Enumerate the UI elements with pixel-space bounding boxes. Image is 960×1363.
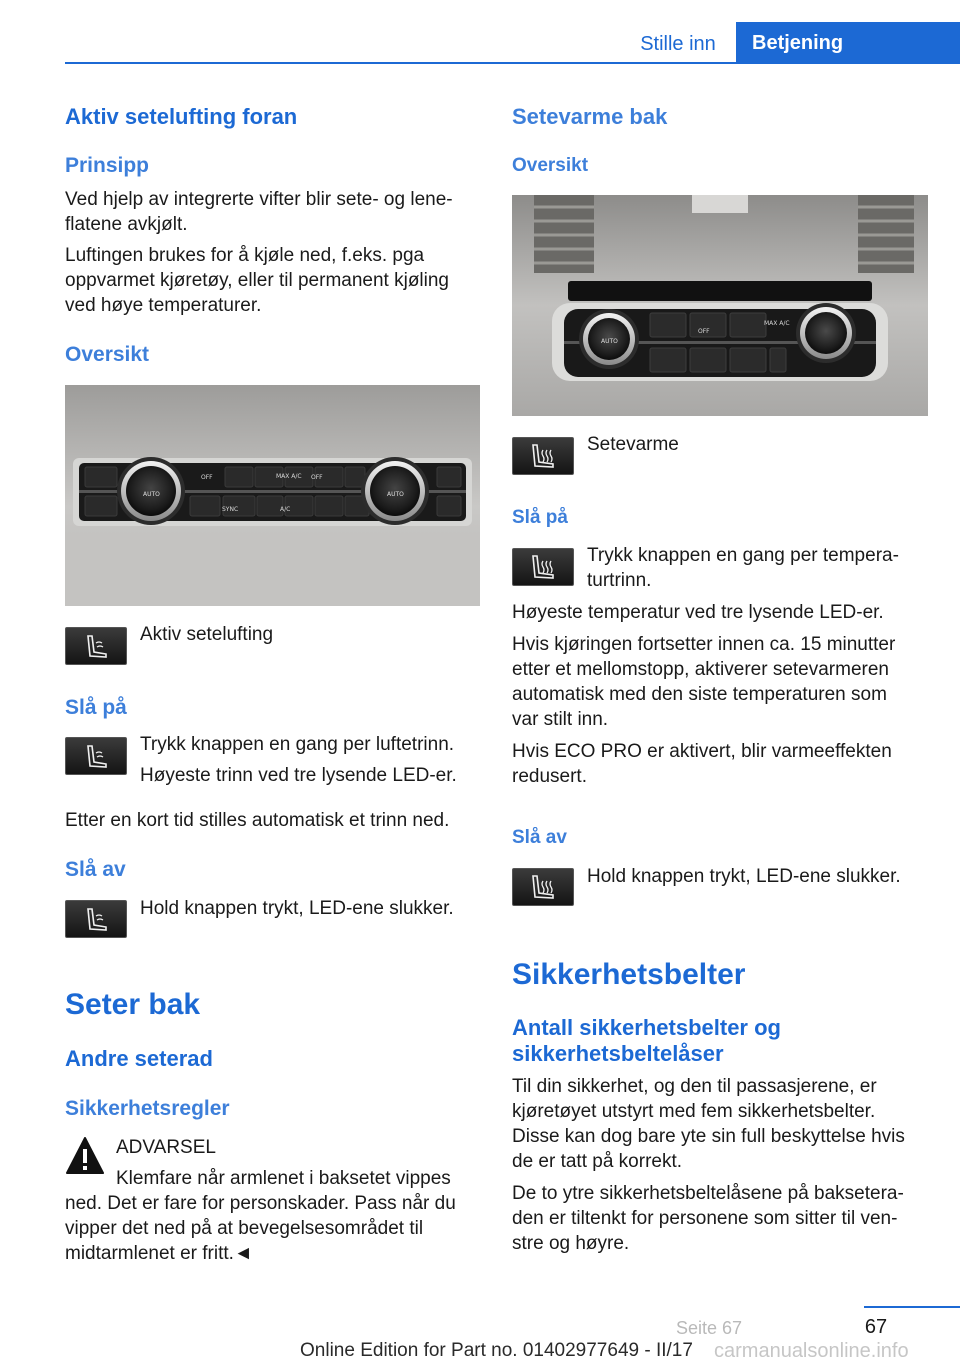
panel-sync-label: SYNC <box>222 506 239 513</box>
belts-p2-line-2: den er tiltenkt for personene som sitter til ven- <box>512 1208 898 1229</box>
section-title-seat-belts: Sikkerhetsbelter <box>512 958 746 991</box>
heat-p3-line-1: Hvis ECO PRO er aktivert, blir varmeeffekten <box>512 741 892 762</box>
rear-panel-off-label: OFF <box>698 328 710 335</box>
watermark-site: carmanualsonline.info <box>714 1340 909 1362</box>
heat-p3-line-2: redusert. <box>512 766 587 787</box>
belts-p1-line-4: de er tatt på korrekt. <box>512 1151 683 1172</box>
belts-p1-line-2: kjøretøyet utstyrt med fem sikkerhetsbelter. <box>512 1101 876 1122</box>
seat-ventilation-icon-on <box>65 737 127 775</box>
heading-switch-off-right: Slå av <box>512 827 567 848</box>
seat-heating-icon-on <box>512 548 574 586</box>
caption-seat-heating: Setevarme <box>587 434 679 455</box>
panel-auto-label-right: AUTO <box>387 491 404 498</box>
section-title-rear-seats: Seter bak <box>65 988 201 1021</box>
warning-line-3: vipper det ned på at bevegelsesområdet til <box>65 1218 424 1239</box>
seat-heating-icon-off <box>512 868 574 906</box>
principle-p2-line-1: Luftingen brukes for å kjøle ned, f.eks. pga <box>65 245 425 266</box>
heading-safety-rules: Sikkerhetsregler <box>65 1097 230 1120</box>
heading-overview-left: Oversikt <box>65 343 150 366</box>
principle-line-1: Ved hjelp av integrerte vifter blir sete- og lene- <box>65 189 453 210</box>
warning-line-1: Klemfare når armlenet i baksetet vippes <box>116 1168 451 1189</box>
switch-off-text-right: Hold knappen trykt, LED-ene slukker. <box>587 866 901 887</box>
heading-belts-count-line-1: Antall sikkerhetsbelter og <box>512 1015 781 1040</box>
seat-ventilation-icon-off <box>65 900 127 938</box>
section-title-rear-heat: Setevarme bak <box>512 104 668 129</box>
belts-p1-line-1: Til din sikkerhet, og den til passasjerene, er <box>512 1076 877 1097</box>
seat-heating-icon <box>512 437 574 475</box>
rear-panel-auto-label: AUTO <box>601 338 618 345</box>
switch-on-text-1: Trykk knappen en gang per luftetrinn. <box>140 734 455 755</box>
warning-triangle-icon <box>65 1135 105 1177</box>
heat-p2-line-3: automatisk med den siste temperaturen som <box>512 684 887 705</box>
footer-edition: Online Edition for Part no. 01402977649 - II/17 <box>300 1340 693 1361</box>
header-section-tab: Stille inn <box>640 33 716 55</box>
heat-p2-line-1: Hvis kjøringen fortsetter innen ca. 15 minutter <box>512 634 896 655</box>
heat-on-line-1: Trykk knappen en gang per tempera- <box>587 545 899 566</box>
switch-off-text-left: Hold knappen trykt, LED-ene slukker. <box>140 898 454 919</box>
header-rule <box>65 62 960 64</box>
page-number: 67 <box>864 1316 888 1338</box>
watermark-page: Seite 67 <box>676 1318 743 1338</box>
heat-on-line-2: turtrinn. <box>587 570 652 591</box>
belts-p1-line-3: Disse kan dog bare yte sin full beskyttelse hvis <box>512 1126 905 1147</box>
heading-belts-count-line-2: sikkerhetsbeltelåser <box>512 1041 724 1066</box>
principle-p2-line-3: ved høye temperaturer. <box>65 295 262 316</box>
heading-switch-on-right: Slå på <box>512 507 568 528</box>
section-title-active-vent: Aktiv setelufting foran <box>65 104 298 129</box>
caption-seat-ventilation: Aktiv setelufting <box>140 624 274 645</box>
header-chapter-tab: Betjening <box>736 22 960 64</box>
rear-climate-panel-photo <box>512 195 928 416</box>
panel-off-label-2: OFF <box>311 474 323 481</box>
warning-label: ADVARSEL <box>116 1137 216 1158</box>
panel-max-ac-label: MAX A/C <box>276 473 302 480</box>
rear-panel-max-ac-label: MAX A/C <box>764 320 790 327</box>
footer-rule <box>864 1306 960 1308</box>
belts-p2-line-3: stre og høyre. <box>512 1233 630 1254</box>
heading-second-row: Andre seterad <box>65 1046 213 1071</box>
heat-p2-line-4: var stilt inn. <box>512 709 609 730</box>
heading-principle: Prinsipp <box>65 154 150 177</box>
front-climate-panel-photo <box>65 385 480 606</box>
heat-p2-line-2: etter et mellomstopp, aktiverer setevarmeren <box>512 659 889 680</box>
heading-overview-right: Oversikt <box>512 155 589 176</box>
auto-step-down-text: Etter en kort tid stilles automatisk et trinn ned. <box>65 810 450 831</box>
belts-p2-line-1: De to ytre sikkerhetsbeltelåsene på baksetera- <box>512 1183 904 1204</box>
seat-ventilation-icon <box>65 627 127 665</box>
principle-p2-line-2: oppvarmet kjøretøy, eller til permanent kjøling <box>65 270 449 291</box>
panel-off-label-1: OFF <box>201 474 213 481</box>
principle-line-2: flatene avkjølt. <box>65 214 188 235</box>
panel-auto-label-left: AUTO <box>143 491 160 498</box>
heading-switch-off-left: Slå av <box>65 858 126 881</box>
heading-switch-on-left: Slå på <box>65 696 127 719</box>
warning-line-4: midtarmlenet er fritt.◄ <box>65 1243 253 1264</box>
warning-line-2: ned. Det er fare for personskader. Pass når du <box>65 1193 456 1214</box>
panel-ac-label: A/C <box>280 506 291 513</box>
heat-max-text: Høyeste temperatur ved tre lysende LED-er. <box>512 602 884 623</box>
switch-on-text-2: Høyeste trinn ved tre lysende LED-er. <box>140 765 457 786</box>
